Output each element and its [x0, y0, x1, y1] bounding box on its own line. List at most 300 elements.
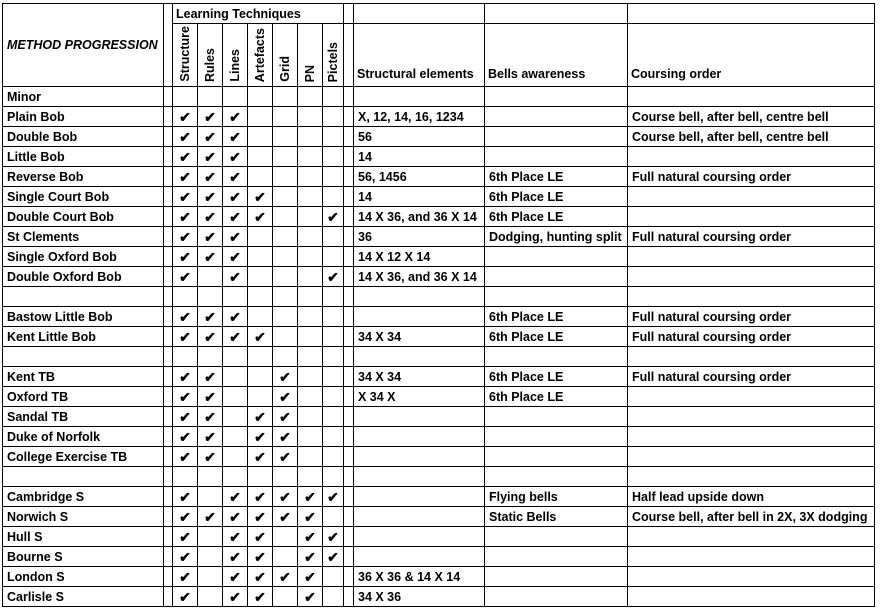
technique-check-cell [273, 387, 298, 407]
coursing-order-cell: Full natural coursing order [628, 307, 875, 327]
technique-check-cell [223, 407, 248, 427]
method-name-cell: Little Bob [3, 147, 164, 167]
spacer-cell [344, 467, 354, 487]
coursing-order-cell [628, 467, 875, 487]
technique-check-cell [173, 547, 198, 567]
table-row [3, 107, 875, 127]
spacer-cell [344, 487, 354, 507]
technique-header-grid: Grid [273, 24, 298, 87]
technique-check-cell [173, 447, 198, 467]
technique-check-cell [298, 367, 323, 387]
spacer-cell [164, 467, 173, 487]
technique-check-cell [298, 187, 323, 207]
technique-check-cell [323, 287, 344, 307]
checkmark-icon: ✔ [204, 209, 216, 225]
technique-check-cell [298, 107, 323, 127]
coursing-order-cell [628, 347, 875, 367]
technique-check-cell [198, 307, 223, 327]
checkmark-icon: ✔ [229, 549, 241, 565]
checkmark-icon: ✔ [279, 429, 291, 445]
technique-header-lines: Lines [223, 24, 248, 87]
checkmark-icon: ✔ [204, 229, 216, 245]
table-row [3, 147, 875, 167]
method-name-cell: College Exercise TB [3, 447, 164, 467]
technique-check-cell [323, 467, 344, 487]
structural-elements-cell: 14 X 12 X 14 [354, 247, 485, 267]
table-row [3, 527, 875, 547]
technique-check-cell [198, 167, 223, 187]
bells-awareness-cell [485, 87, 628, 107]
spacer-cell [344, 4, 354, 24]
checkmark-icon: ✔ [279, 369, 291, 385]
technique-header-structure: Structure [173, 24, 198, 87]
spacer-cell [344, 447, 354, 467]
technique-check-cell [323, 127, 344, 147]
checkmark-icon: ✔ [327, 489, 339, 505]
bells-awareness-cell: 6th Place LE [485, 307, 628, 327]
technique-check-cell [223, 167, 248, 187]
technique-check-cell [273, 367, 298, 387]
method-name-cell: Bourne S [3, 547, 164, 567]
technique-check-cell [273, 467, 298, 487]
technique-check-cell [323, 507, 344, 527]
technique-check-cell [223, 127, 248, 147]
blank-header-cell [485, 4, 628, 24]
technique-check-cell [273, 307, 298, 327]
checkmark-icon: ✔ [254, 429, 266, 445]
technique-check-cell [298, 467, 323, 487]
spacer-cell [344, 247, 354, 267]
coursing-order-cell: Full natural coursing order [628, 227, 875, 247]
checkmark-icon: ✔ [327, 269, 339, 285]
technique-check-cell [298, 587, 323, 607]
method-name-cell: Kent TB [3, 367, 164, 387]
technique-check-cell [323, 387, 344, 407]
coursing-order-cell [628, 187, 875, 207]
technique-check-cell [198, 267, 223, 287]
technique-check-cell [248, 267, 273, 287]
spacer-cell [344, 187, 354, 207]
technique-check-cell [223, 567, 248, 587]
learning-techniques-header: Learning Techniques [173, 4, 344, 24]
spacer-cell [344, 127, 354, 147]
technique-check-cell [223, 487, 248, 507]
technique-check-cell [298, 267, 323, 287]
bells-awareness-cell: 6th Place LE [485, 207, 628, 227]
checkmark-icon: ✔ [229, 569, 241, 585]
spacer-cell [164, 587, 173, 607]
checkmark-icon: ✔ [229, 329, 241, 345]
technique-check-cell [223, 187, 248, 207]
checkmark-icon: ✔ [229, 589, 241, 605]
structural-elements-cell [354, 447, 485, 467]
technique-check-cell [173, 147, 198, 167]
technique-check-cell [298, 287, 323, 307]
structural-elements-cell [354, 347, 485, 367]
header-row-top [3, 4, 875, 24]
technique-check-cell [223, 587, 248, 607]
coursing-order-cell [628, 287, 875, 307]
spacer-cell [164, 387, 173, 407]
spacer-cell [344, 207, 354, 227]
technique-check-cell [273, 187, 298, 207]
technique-check-cell [198, 247, 223, 267]
technique-check-cell [298, 207, 323, 227]
technique-check-cell [298, 227, 323, 247]
checkmark-icon: ✔ [279, 569, 291, 585]
structural-elements-cell: X 34 X [354, 387, 485, 407]
checkmark-icon: ✔ [229, 129, 241, 145]
checkmark-icon: ✔ [229, 309, 241, 325]
technique-check-cell [248, 547, 273, 567]
technique-check-cell [273, 327, 298, 347]
checkmark-icon: ✔ [279, 449, 291, 465]
checkmark-icon: ✔ [204, 109, 216, 125]
technique-check-cell [298, 87, 323, 107]
bells-awareness-cell [485, 587, 628, 607]
bells-awareness-cell: 6th Place LE [485, 167, 628, 187]
technique-check-cell [198, 207, 223, 227]
technique-check-cell [248, 567, 273, 587]
technique-check-cell [198, 187, 223, 207]
technique-check-cell [298, 147, 323, 167]
technique-check-cell [323, 227, 344, 247]
checkmark-icon: ✔ [179, 389, 191, 405]
technique-check-cell [173, 587, 198, 607]
technique-check-cell [248, 307, 273, 327]
technique-check-cell [298, 427, 323, 447]
technique-header-artefacts: Artefacts [248, 24, 273, 87]
technique-check-cell [273, 87, 298, 107]
bells-awareness-cell: 6th Place LE [485, 387, 628, 407]
technique-check-cell [173, 127, 198, 147]
technique-check-cell [323, 87, 344, 107]
technique-check-cell [323, 267, 344, 287]
bells-awareness-cell [485, 267, 628, 287]
checkmark-icon: ✔ [229, 529, 241, 545]
coursing-order-cell: Course bell, after bell, centre bell [628, 107, 875, 127]
technique-check-cell [198, 147, 223, 167]
spacer-cell [344, 147, 354, 167]
checkmark-icon: ✔ [204, 129, 216, 145]
technique-check-cell [223, 527, 248, 547]
spacer-cell [344, 307, 354, 327]
table-row [3, 587, 875, 607]
technique-check-cell [198, 127, 223, 147]
method-name-cell [3, 347, 164, 367]
checkmark-icon: ✔ [204, 449, 216, 465]
technique-check-cell [273, 267, 298, 287]
technique-check-cell [173, 507, 198, 527]
structural-elements-cell: 14 [354, 187, 485, 207]
bells-awareness-cell: Dodging, hunting split [485, 227, 628, 247]
structural-elements-cell: 34 X 34 [354, 327, 485, 347]
technique-check-cell [173, 367, 198, 387]
spacer-cell [344, 567, 354, 587]
method-name-cell: Norwich S [3, 507, 164, 527]
table-row [3, 567, 875, 587]
spacer-cell [164, 307, 173, 327]
spacer-cell [344, 427, 354, 447]
technique-check-cell [273, 207, 298, 227]
checkmark-icon: ✔ [204, 429, 216, 445]
checkmark-icon: ✔ [254, 409, 266, 425]
technique-check-cell [273, 527, 298, 547]
technique-check-cell [323, 207, 344, 227]
spacer-cell [164, 367, 173, 387]
structural-elements-cell [354, 307, 485, 327]
technique-check-cell [173, 187, 198, 207]
table-row [3, 347, 875, 367]
table-row [3, 247, 875, 267]
checkmark-icon: ✔ [179, 409, 191, 425]
method-name-cell: Minor [3, 87, 164, 107]
technique-check-cell [198, 227, 223, 247]
technique-check-cell [273, 547, 298, 567]
technique-check-cell [298, 387, 323, 407]
method-name-cell [3, 467, 164, 487]
spacer-cell [164, 507, 173, 527]
technique-check-cell [173, 527, 198, 547]
technique-check-cell [223, 147, 248, 167]
checkmark-icon: ✔ [229, 209, 241, 225]
checkmark-icon: ✔ [229, 169, 241, 185]
technique-check-cell [198, 447, 223, 467]
table-row [3, 327, 875, 347]
technique-check-cell [248, 367, 273, 387]
spacer-cell [344, 87, 354, 107]
bells-awareness-cell: 6th Place LE [485, 327, 628, 347]
spacer-cell [344, 547, 354, 567]
technique-check-cell [273, 427, 298, 447]
spacer-cell [164, 107, 173, 127]
table-row [3, 547, 875, 567]
checkmark-icon: ✔ [254, 589, 266, 605]
checkmark-icon: ✔ [204, 509, 216, 525]
bells-awareness-cell: 6th Place LE [485, 367, 628, 387]
technique-check-cell [223, 287, 248, 307]
method-name-cell: Double Oxford Bob [3, 267, 164, 287]
checkmark-icon: ✔ [254, 489, 266, 505]
technique-check-cell [298, 447, 323, 467]
technique-check-cell [248, 127, 273, 147]
checkmark-icon: ✔ [179, 269, 191, 285]
technique-check-cell [223, 227, 248, 247]
technique-check-cell [323, 407, 344, 427]
structural-elements-cell: 14 X 36, and 36 X 14 [354, 207, 485, 227]
checkmark-icon: ✔ [179, 549, 191, 565]
technique-check-cell [273, 507, 298, 527]
coursing-order-cell: Course bell, after bell, centre bell [628, 127, 875, 147]
bells-awareness-cell [485, 427, 628, 447]
spacer-cell [344, 327, 354, 347]
checkmark-icon: ✔ [279, 409, 291, 425]
technique-check-cell [173, 427, 198, 447]
blank-header-cell [628, 4, 875, 24]
coursing-order-cell [628, 267, 875, 287]
method-name-cell: Reverse Bob [3, 167, 164, 187]
coursing-order-cell [628, 387, 875, 407]
coursing-order-cell [628, 407, 875, 427]
technique-check-cell [223, 367, 248, 387]
checkmark-icon: ✔ [254, 569, 266, 585]
spacer-cell [344, 347, 354, 367]
checkmark-icon: ✔ [254, 329, 266, 345]
method-name-cell: Duke of Norfolk [3, 427, 164, 447]
technique-check-cell [323, 587, 344, 607]
technique-check-cell [323, 107, 344, 127]
bells-awareness-cell [485, 567, 628, 587]
spacer-cell [164, 207, 173, 227]
checkmark-icon: ✔ [254, 209, 266, 225]
technique-check-cell [223, 347, 248, 367]
technique-check-cell [323, 487, 344, 507]
technique-check-cell [198, 107, 223, 127]
checkmark-icon: ✔ [304, 569, 316, 585]
technique-check-cell [298, 167, 323, 187]
technique-check-cell [323, 547, 344, 567]
method-progression-table [2, 3, 875, 607]
structural-elements-cell: 56 [354, 127, 485, 147]
technique-check-cell [223, 247, 248, 267]
bells-awareness-cell [485, 547, 628, 567]
technique-check-cell [173, 87, 198, 107]
technique-check-cell [323, 447, 344, 467]
technique-check-cell [198, 587, 223, 607]
bells-awareness-cell: Static Bells [485, 507, 628, 527]
technique-header-rules: Rules [198, 24, 223, 87]
technique-check-cell [173, 227, 198, 247]
technique-check-cell [298, 307, 323, 327]
checkmark-icon: ✔ [179, 129, 191, 145]
technique-check-cell [198, 527, 223, 547]
technique-check-cell [273, 287, 298, 307]
technique-check-cell [248, 287, 273, 307]
checkmark-icon: ✔ [179, 589, 191, 605]
technique-check-cell [223, 207, 248, 227]
checkmark-icon: ✔ [304, 509, 316, 525]
technique-check-cell [173, 267, 198, 287]
method-name-cell: Single Oxford Bob [3, 247, 164, 267]
checkmark-icon: ✔ [229, 489, 241, 505]
checkmark-icon: ✔ [204, 149, 216, 165]
bells-awareness-cell [485, 447, 628, 467]
spacer-cell [344, 527, 354, 547]
coursing-order-cell [628, 547, 875, 567]
technique-header-pictels: Pictels [323, 24, 344, 87]
technique-check-cell [248, 187, 273, 207]
method-name-cell: Oxford TB [3, 387, 164, 407]
technique-check-cell [248, 507, 273, 527]
checkmark-icon: ✔ [279, 389, 291, 405]
technique-check-cell [298, 507, 323, 527]
checkmark-icon: ✔ [179, 509, 191, 525]
technique-check-cell [223, 547, 248, 567]
bells-awareness-cell [485, 527, 628, 547]
checkmark-icon: ✔ [304, 589, 316, 605]
technique-check-cell [248, 587, 273, 607]
spacer-cell [344, 507, 354, 527]
table-row [3, 167, 875, 187]
checkmark-icon: ✔ [229, 229, 241, 245]
checkmark-icon: ✔ [179, 529, 191, 545]
technique-check-cell [323, 187, 344, 207]
spacer-cell [344, 387, 354, 407]
technique-check-cell [273, 587, 298, 607]
table-row [3, 207, 875, 227]
checkmark-icon: ✔ [304, 529, 316, 545]
table-row [3, 287, 875, 307]
technique-check-cell [298, 487, 323, 507]
technique-check-cell [173, 387, 198, 407]
technique-check-cell [248, 87, 273, 107]
checkmark-icon: ✔ [204, 169, 216, 185]
technique-check-cell [273, 147, 298, 167]
table-row [3, 407, 875, 427]
checkmark-icon: ✔ [179, 369, 191, 385]
bells-awareness-cell [485, 127, 628, 147]
coursing-order-cell [628, 567, 875, 587]
technique-check-cell [323, 327, 344, 347]
structural-elements-cell: 36 [354, 227, 485, 247]
coursing-order-cell [628, 587, 875, 607]
structural-elements-cell [354, 427, 485, 447]
bells-awareness-cell [485, 247, 628, 267]
method-name-cell: Bastow Little Bob [3, 307, 164, 327]
checkmark-icon: ✔ [304, 489, 316, 505]
technique-check-cell [323, 367, 344, 387]
bells-awareness-cell: 6th Place LE [485, 187, 628, 207]
technique-check-cell [248, 407, 273, 427]
technique-check-cell [248, 347, 273, 367]
method-progression-header: METHOD PROGRESSION [3, 4, 164, 87]
checkmark-icon: ✔ [179, 309, 191, 325]
technique-check-cell [173, 307, 198, 327]
checkmark-icon: ✔ [229, 249, 241, 265]
checkmark-icon: ✔ [179, 229, 191, 245]
technique-check-cell [173, 567, 198, 587]
technique-check-cell [173, 487, 198, 507]
bells-awareness-cell [485, 147, 628, 167]
checkmark-icon: ✔ [204, 309, 216, 325]
technique-check-cell [173, 467, 198, 487]
checkmark-icon: ✔ [179, 569, 191, 585]
method-name-cell: St Clements [3, 227, 164, 247]
technique-check-cell [223, 87, 248, 107]
structural-elements-cell [354, 487, 485, 507]
checkmark-icon: ✔ [254, 529, 266, 545]
technique-check-cell [223, 307, 248, 327]
checkmark-icon: ✔ [229, 269, 241, 285]
structural-elements-cell: 36 X 36 & 14 X 14 [354, 567, 485, 587]
coursing-order-cell: Course bell, after bell in 2X, 3X dodging [628, 507, 875, 527]
technique-check-cell [273, 247, 298, 267]
technique-check-cell [173, 287, 198, 307]
structural-elements-cell [354, 467, 485, 487]
checkmark-icon: ✔ [327, 529, 339, 545]
technique-check-cell [198, 547, 223, 567]
technique-check-cell [273, 567, 298, 587]
checkmark-icon: ✔ [179, 249, 191, 265]
spacer-cell [344, 227, 354, 247]
technique-check-cell [223, 427, 248, 447]
technique-check-cell [248, 207, 273, 227]
spacer-cell [164, 167, 173, 187]
technique-check-cell [173, 247, 198, 267]
checkmark-icon: ✔ [204, 409, 216, 425]
technique-check-cell [248, 447, 273, 467]
blank-header-cell [354, 4, 485, 24]
